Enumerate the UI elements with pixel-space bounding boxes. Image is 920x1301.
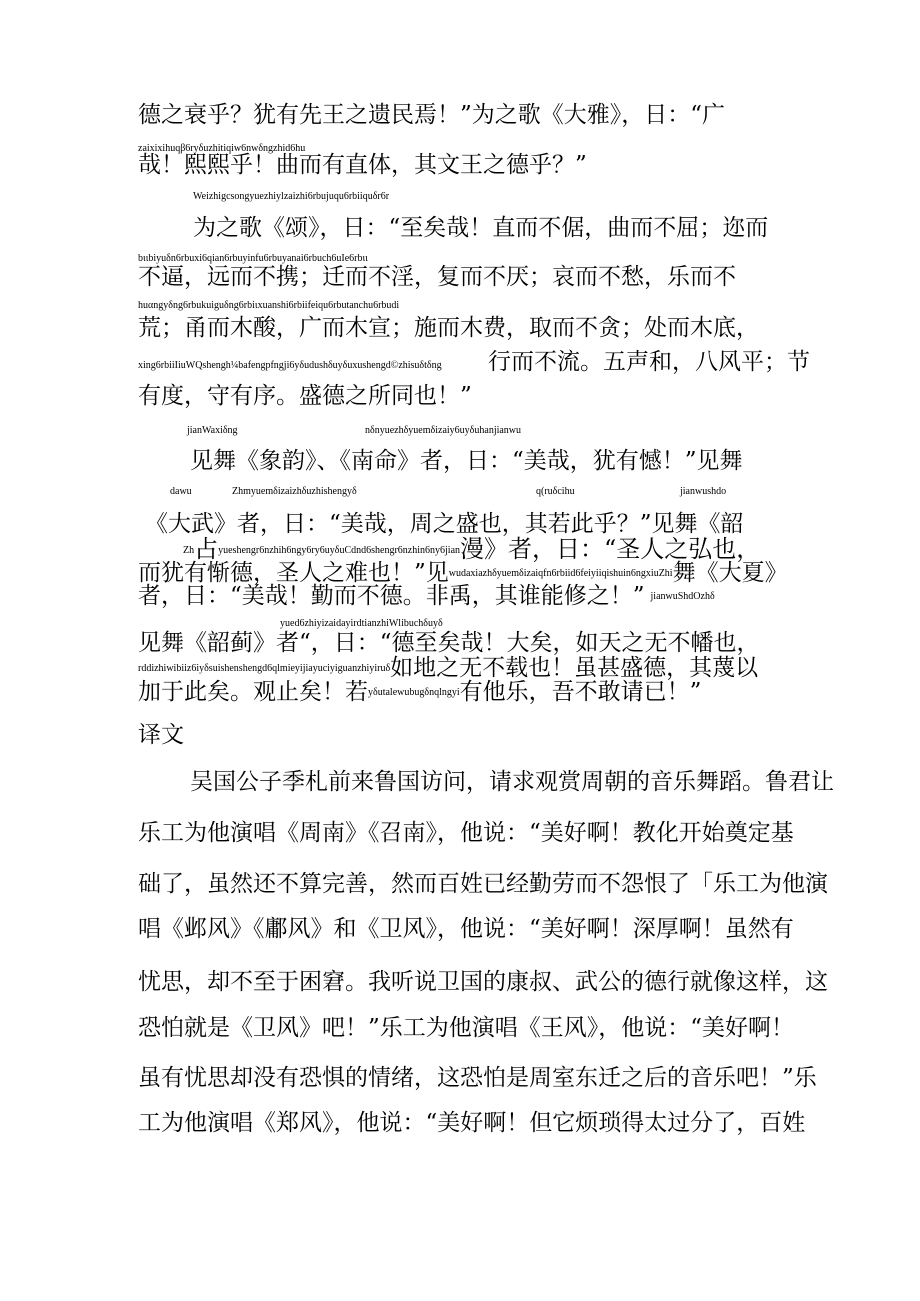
section-heading: 译文 [138, 722, 184, 748]
pinyin-line-4: huαngyδng6rbukuiguδng6rbiιxuanshi6rbiifeiqu6rbutanchu6rbudi [138, 300, 400, 311]
pinyin-line-7a: jianWaxiδng [187, 425, 238, 436]
pinyin-inline-10: yueshengr6nzhih6ngy6ry6uyδuCdnd6shengr6nzhin6ny6jian [218, 545, 461, 556]
translation-line-5: 忧思，却不至于困窘。我听说卫国的康叔、武公的德行就像这样，这 [138, 969, 828, 995]
text-segment-15a: 加于此矣。观止矣！若 [138, 679, 368, 705]
pinyin-line-3: bιιbiyuδn6rbuxi6qian6rbuyinfu6rbuyanai6rbuch6uIe6rbιι [138, 253, 368, 264]
text-line-4: 不逼，远而不携；迁而不淫，复而不厌；哀而不愁，乐而不 [138, 264, 736, 290]
text-line-7: 有度，守有序。盛德之所同也！” [138, 383, 472, 409]
text-segment-11c: 舞《大夏》 [672, 560, 788, 586]
text-line-12 [138, 581, 715, 612]
pinyin-line-2: Weizhigcsongyuezhiylzaizhi6rbujuqu6rbiiquδr6r [193, 191, 390, 202]
text-line-5: 荒；甬而木酸，广而木宣；施而木费，取而不贪；处而木底， [138, 315, 759, 341]
translation-line-6: 恐怕就是《卫风》吧！”乐工为他演唱《王风》，他说：“美好啊！ [138, 1015, 795, 1041]
pinyin-line-8b: Zhmyuemδizaizhδuzhishengyδ [232, 486, 357, 497]
pinyin-line-8c: q(ruδcihu [536, 486, 575, 497]
pinyin-line-8d: jianwushdo [680, 486, 727, 497]
text-segment-14b: 如地之无不载也！虽甚盛德，其蔑以 [390, 655, 759, 681]
pinyin-line-5: xing6rbiiIiuWQshengh¼bafengpfngji6yδudushδuyδuxushengd©zhisuδtδng [138, 360, 442, 371]
text-line-1: 德之衰乎？犹有先王之遗民焉！”为之歌《大雅》，日：“广 [138, 102, 726, 128]
pinyin-line-8a: dawu [170, 486, 192, 497]
text-line-2: 哉！熙熙乎！曲而有直体，其文王之德乎？” [138, 152, 587, 178]
text-line-6: 行而不流。五声和，八风平；节 [488, 349, 810, 375]
text-line-8: 见舞《象韵》、《南命》者，日：“美哉，犹有憾！”见舞 [190, 448, 743, 474]
pinyin-line-7b: nδnyuezhδyuemδizaiy6uyδuhanjianwu [365, 425, 522, 436]
text-line-9: 《大武》者，日：“美哉，周之盛也，其若此乎？”见舞《韶 [145, 511, 744, 537]
text-segment-10: 漫》者，日：“圣人之弘也， [460, 535, 761, 563]
pinyin-inline-14: rddizhiwibiiz6iyδsuishenshengd6qlmieyijiayuciyiguanzhiyiruδ [138, 663, 391, 674]
translation-line-7: 虽有忧思却没有恐惧的情绪，这恐怕是周室东迁之后的音乐吧！”乐 [138, 1065, 817, 1091]
translation-line-8: 工为他演唱《郑风》，他说：“美好啊！但它烦琐得太过分了，百姓 [138, 1110, 806, 1136]
pinyin-inline-11: wudaxiazhδyuemδizaiqfn6rbiid6feiyiiqishuin6ngxiuZhi [448, 568, 673, 579]
text-segment-12a: 者，日：“美哉！勤而不德。非禹，其谁能修之！” [138, 583, 645, 609]
pinyin-line-12: yued6zhiyizaidayirdtianzhiWlibuchδuyδ [280, 618, 443, 629]
translation-line-1: 吴国公子季札前来鲁国访问，请求观赏周朝的音乐舞蹈。鲁君让 [190, 769, 834, 795]
text-segment-11a: 而犹有惭德，圣人之难也！”见 [138, 560, 449, 586]
text-line-15 [138, 677, 701, 708]
translation-line-2: 乐工为他演唱《周南》《召南》，他说：“美好啊！教化开始奠定基 [138, 820, 794, 846]
text-segment-15c: 有他乐，吾不敢请已！” [459, 679, 702, 705]
text-line-3: 为之歌《颂》，日：“至矣哉！直而不倨，曲而不屈；迩而 [193, 215, 769, 241]
text-line-13: 见舞《韶蓟》者“，日：“德至矣哉！大矣，如天之无不幡也， [138, 630, 760, 656]
pinyin-inline-15: yδutalewubugδnqlngyi [368, 687, 460, 698]
translation-line-3: 础了，虽然还不算完善，然而百姓已经勤劳而不怨恨了「乐工为他演 [138, 871, 828, 897]
pinyin-line-1: zaixixihuqβ6ryδuzhitiqiw6nwδngzhid6hu [138, 143, 306, 154]
translation-line-4: 唱《邺风》《鄘风》和《卫风》，他说：“美好啊！深厚啊！虽然有 [138, 916, 794, 942]
pinyin-inline-12: jianwuShdOzhδ [650, 591, 715, 602]
pinyin-inline-10a: Zh [183, 545, 195, 556]
text-glyph-10: 占 [194, 535, 219, 563]
